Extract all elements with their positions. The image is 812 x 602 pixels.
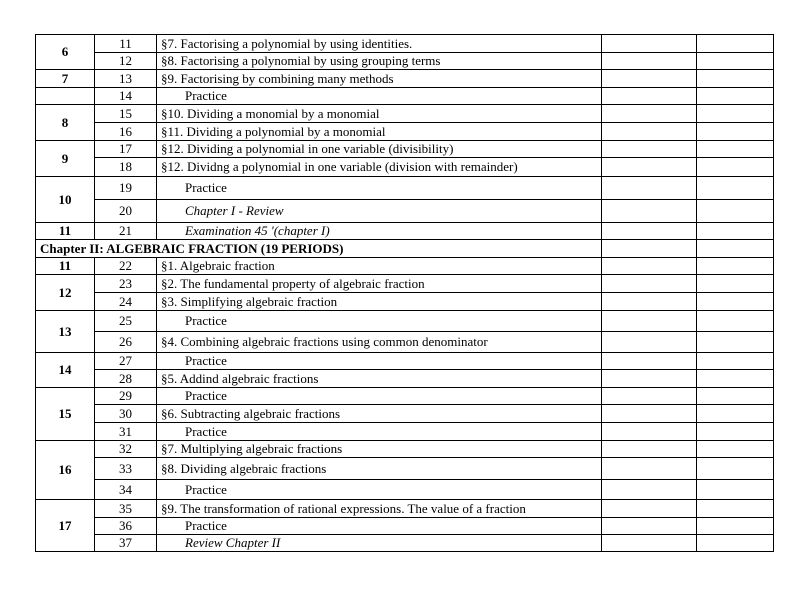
empty-cell	[602, 535, 697, 552]
lesson-title: §5. Addind algebraic fractions	[157, 370, 602, 388]
table-row	[36, 311, 774, 332]
period-cell: 15	[95, 105, 157, 123]
period-cell: 36	[95, 518, 157, 535]
empty-cell	[602, 200, 697, 223]
lesson-title: Practice	[157, 177, 602, 200]
empty-cell	[697, 70, 774, 88]
empty-cell	[602, 370, 697, 388]
table-row	[36, 441, 774, 458]
period-cell: 13	[95, 70, 157, 88]
period-cell: 16	[95, 123, 157, 141]
empty-cell	[697, 200, 774, 223]
empty-cell	[602, 293, 697, 311]
lesson-title: §6. Subtracting algebraic fractions	[157, 405, 602, 423]
empty-cell	[602, 88, 697, 105]
period-cell: 11	[95, 35, 157, 53]
table-row	[36, 53, 774, 70]
week-cell: 11	[36, 258, 95, 275]
empty-cell	[697, 105, 774, 123]
period-cell: 35	[95, 500, 157, 518]
period-cell: 12	[95, 53, 157, 70]
empty-cell	[697, 177, 774, 200]
empty-cell	[602, 518, 697, 535]
period-cell: 22	[95, 258, 157, 275]
lesson-title: §1. Algebraic fraction	[157, 258, 602, 275]
lesson-title: Practice	[157, 518, 602, 535]
period-cell: 23	[95, 275, 157, 293]
empty-cell	[602, 141, 697, 158]
empty-cell	[602, 441, 697, 458]
period-cell: 29	[95, 388, 157, 405]
period-cell: 17	[95, 141, 157, 158]
empty-cell	[697, 441, 774, 458]
empty-cell	[602, 35, 697, 53]
period-cell: 33	[95, 458, 157, 480]
lesson-title: §2. The fundamental property of algebraic fraction	[157, 275, 602, 293]
table-row	[36, 200, 774, 223]
lesson-title: Examination 45 '(chapter I)	[157, 223, 602, 240]
empty-cell	[602, 423, 697, 441]
empty-cell	[697, 353, 774, 370]
empty-cell	[602, 240, 697, 258]
empty-cell	[602, 53, 697, 70]
empty-cell	[602, 70, 697, 88]
empty-cell	[602, 177, 697, 200]
table-row	[36, 70, 774, 88]
lesson-title: Practice	[157, 88, 602, 105]
week-cell: 10	[36, 177, 95, 223]
empty-cell	[602, 311, 697, 332]
schedule-table	[35, 34, 774, 552]
week-cell: 6	[36, 35, 95, 70]
week-cell: 9	[36, 141, 95, 177]
empty-cell	[697, 332, 774, 353]
table-row	[36, 293, 774, 311]
empty-cell	[602, 458, 697, 480]
empty-cell	[697, 388, 774, 405]
table-row	[36, 518, 774, 535]
table-row	[36, 223, 774, 240]
period-cell: 30	[95, 405, 157, 423]
empty-cell	[697, 141, 774, 158]
week-cell: 12	[36, 275, 95, 311]
table-row	[36, 88, 774, 105]
table-row	[36, 370, 774, 388]
period-cell: 25	[95, 311, 157, 332]
empty-cell	[697, 423, 774, 441]
empty-cell	[602, 223, 697, 240]
table-row	[36, 500, 774, 518]
table-row	[36, 388, 774, 405]
period-cell: 19	[95, 177, 157, 200]
empty-cell	[36, 88, 95, 105]
empty-cell	[697, 500, 774, 518]
empty-cell	[697, 258, 774, 275]
table-row	[36, 405, 774, 423]
empty-cell	[697, 311, 774, 332]
table-row	[36, 480, 774, 500]
empty-cell	[697, 53, 774, 70]
empty-cell	[697, 518, 774, 535]
table-row	[36, 158, 774, 177]
empty-cell	[697, 458, 774, 480]
lesson-title: §12. Dividng a polynomial in one variable (division with remainder)	[157, 158, 602, 177]
empty-cell	[602, 405, 697, 423]
period-cell: 26	[95, 332, 157, 353]
week-cell: 15	[36, 388, 95, 441]
period-cell: 31	[95, 423, 157, 441]
table-row	[36, 35, 774, 53]
lesson-title: Practice	[157, 311, 602, 332]
period-cell: 18	[95, 158, 157, 177]
table-row	[36, 458, 774, 480]
empty-cell	[697, 480, 774, 500]
empty-cell	[697, 405, 774, 423]
empty-cell	[602, 158, 697, 177]
table-row	[36, 105, 774, 123]
table-row	[36, 141, 774, 158]
empty-cell	[697, 370, 774, 388]
empty-cell	[602, 388, 697, 405]
week-cell: 11	[36, 223, 95, 240]
lesson-title: Practice	[157, 423, 602, 441]
table-row	[36, 275, 774, 293]
period-cell: 34	[95, 480, 157, 500]
empty-cell	[697, 293, 774, 311]
empty-cell	[697, 158, 774, 177]
table-row	[36, 258, 774, 275]
table-row	[36, 177, 774, 200]
empty-cell	[602, 332, 697, 353]
empty-cell	[602, 480, 697, 500]
week-cell: 17	[36, 500, 95, 552]
empty-cell	[602, 258, 697, 275]
lesson-title: §10. Dividing a monomial by a monomial	[157, 105, 602, 123]
empty-cell	[697, 223, 774, 240]
week-cell: 14	[36, 353, 95, 388]
week-cell: 7	[36, 70, 95, 88]
lesson-title: §8. Factorising a polynomial by using grouping terms	[157, 53, 602, 70]
table-row	[36, 332, 774, 353]
period-cell: 21	[95, 223, 157, 240]
empty-cell	[602, 353, 697, 370]
table-row	[36, 423, 774, 441]
period-cell: 27	[95, 353, 157, 370]
period-cell: 24	[95, 293, 157, 311]
empty-cell	[697, 88, 774, 105]
lesson-title: §8. Dividing algebraic fractions	[157, 458, 602, 480]
lesson-title: §7. Multiplying algebraic fractions	[157, 441, 602, 458]
table-row	[36, 535, 774, 552]
period-cell: 20	[95, 200, 157, 223]
empty-cell	[697, 535, 774, 552]
empty-cell	[602, 105, 697, 123]
table-row	[36, 353, 774, 370]
lesson-title: §12. Dividing a polynomial in one variable (divisibility)	[157, 141, 602, 158]
empty-cell	[602, 500, 697, 518]
lesson-title: Chapter I - Review	[157, 200, 602, 223]
lesson-title: §7. Factorising a polynomial by using identities.	[157, 35, 602, 53]
period-cell: 14	[95, 88, 157, 105]
empty-cell	[697, 240, 774, 258]
lesson-title: Practice	[157, 353, 602, 370]
lesson-title: §9. Factorising by combining many methods	[157, 70, 602, 88]
week-cell: 16	[36, 441, 95, 500]
lesson-title: Practice	[157, 388, 602, 405]
period-cell: 37	[95, 535, 157, 552]
week-cell: 8	[36, 105, 95, 141]
empty-cell	[697, 35, 774, 53]
lesson-title: §11. Dividing a polynomial by a monomial	[157, 123, 602, 141]
chapter-row	[36, 240, 774, 258]
table-row	[36, 123, 774, 141]
period-cell: 28	[95, 370, 157, 388]
lesson-title: Practice	[157, 480, 602, 500]
empty-cell	[602, 275, 697, 293]
lesson-title: §3. Simplifying algebraic fraction	[157, 293, 602, 311]
lesson-title: Review Chapter II	[157, 535, 602, 552]
lesson-title: §4. Combining algebraic fractions using common denominator	[157, 332, 602, 353]
empty-cell	[697, 275, 774, 293]
period-cell: 32	[95, 441, 157, 458]
chapter-heading: Chapter II: ALGEBRAIC FRACTION (19 PERIODS)	[36, 240, 602, 258]
empty-cell	[602, 123, 697, 141]
week-cell: 13	[36, 311, 95, 353]
lesson-title: §9. The transformation of rational expressions. The value of a fraction	[157, 500, 602, 518]
empty-cell	[697, 123, 774, 141]
